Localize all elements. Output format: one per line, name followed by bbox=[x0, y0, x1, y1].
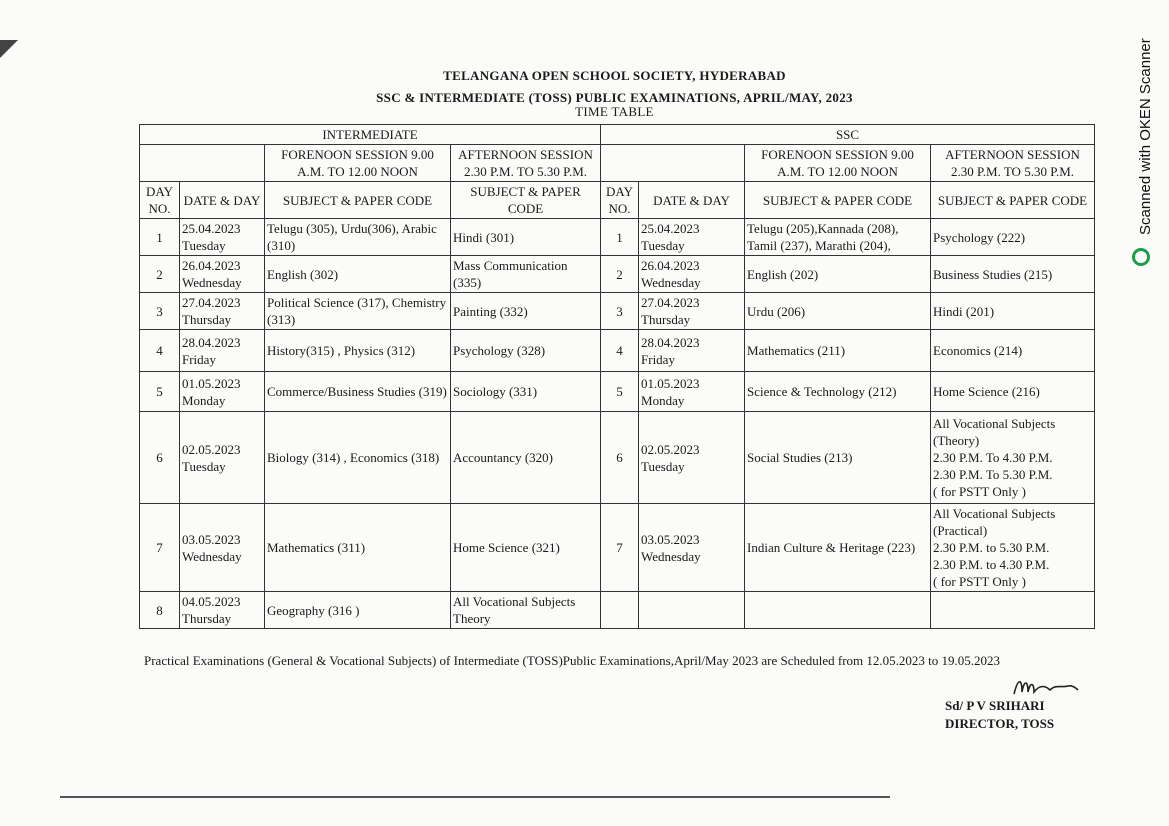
col-subject: SUBJECT & PAPER CODE bbox=[451, 182, 601, 219]
afternoon-subject-cell bbox=[451, 504, 601, 592]
exam-day: Wednesday bbox=[641, 275, 701, 290]
subject-text: Mass Communication (335) bbox=[453, 258, 568, 290]
subject-text: Painting (332) bbox=[453, 303, 528, 319]
subject-text: All Vocational Subjects Theory bbox=[453, 594, 576, 626]
col-subject: SUBJECT & PAPER CODE bbox=[931, 182, 1095, 219]
day-no: 3 bbox=[156, 303, 163, 319]
day-no: 7 bbox=[616, 540, 623, 555]
exam-day: Thursday bbox=[641, 312, 691, 327]
forenoon-subject-cell bbox=[745, 330, 931, 372]
subject-text: Sociology (331) bbox=[453, 384, 538, 399]
day-no: 1 bbox=[156, 229, 163, 245]
subject-text: Indian Culture & Heritage (223) bbox=[747, 540, 916, 555]
exam-date: 28.04.2023 bbox=[641, 334, 700, 350]
day-no-cell bbox=[601, 219, 639, 256]
forenoon-subject-cell bbox=[265, 504, 451, 592]
subject-text: Economics (214) bbox=[933, 343, 1023, 358]
date-day-cell bbox=[639, 219, 745, 256]
afternoon-subject-cell bbox=[451, 256, 601, 293]
ssc-section-title: SSC bbox=[601, 125, 1095, 145]
date-day-cell bbox=[180, 219, 265, 256]
subject-text: Telugu (205),Kannada (208), Tamil (237), Marathi (204), bbox=[747, 221, 899, 253]
date-day-cell bbox=[180, 504, 265, 592]
subject-text: Psychology (222) bbox=[933, 229, 1026, 245]
forenoon-subject-cell bbox=[265, 412, 451, 504]
exam-day: Tuesday bbox=[182, 458, 226, 474]
subject-text: Hindi (301) bbox=[453, 229, 515, 245]
empty-cell bbox=[601, 592, 639, 629]
ssc-forenoon-header: FORENOON SESSION 9.00 A.M. TO 12.00 NOON bbox=[745, 145, 931, 182]
inter-forenoon-header: FORENOON SESSION 9.00 A.M. TO 12.00 NOON bbox=[265, 145, 451, 182]
day-no: 1 bbox=[616, 229, 623, 245]
subject-line: All Vocational Subjects bbox=[933, 416, 1056, 431]
afternoon-subject-cell bbox=[451, 293, 601, 330]
inter-afternoon-header: AFTERNOON SESSION 2.30 P.M. TO 5.30 P.M. bbox=[451, 145, 601, 182]
practical-note: Practical Examinations (General & Vocational Subjects) of Intermediate (TOSS)Public Examinations,April/May 2023 are Scheduled from 12.05.2023 to 19.05.2023 bbox=[144, 653, 1001, 668]
subject-text: English (202) bbox=[747, 266, 819, 282]
day-no-cell bbox=[601, 256, 639, 293]
table-row bbox=[140, 412, 1095, 504]
subject-text: Hindi (201) bbox=[933, 303, 995, 319]
subject-text: History(315) , Physics (312) bbox=[267, 343, 416, 358]
exam-day: Tuesday bbox=[641, 458, 685, 474]
col-date-day: DATE & DAY bbox=[639, 182, 745, 219]
exam-day: Wednesday bbox=[641, 548, 701, 564]
scanner-watermark: Scanned with OKEN Scanner bbox=[1137, 38, 1154, 235]
day-no-cell bbox=[140, 412, 180, 504]
day-no: 5 bbox=[616, 384, 623, 399]
col-subject: SUBJECT & PAPER CODE bbox=[265, 182, 451, 219]
day-no: 4 bbox=[616, 343, 623, 358]
table-row bbox=[140, 504, 1095, 592]
table-row bbox=[140, 256, 1095, 293]
day-no: 8 bbox=[156, 602, 163, 618]
exam-date: 01.05.2023 bbox=[641, 375, 700, 391]
exam-date: 27.04.2023 bbox=[182, 295, 241, 310]
session-row bbox=[140, 145, 1095, 182]
subject-text: English (302) bbox=[267, 266, 339, 282]
afternoon-subject-cell bbox=[931, 412, 1095, 504]
day-no-cell bbox=[601, 412, 639, 504]
afternoon-subject-cell bbox=[931, 330, 1095, 372]
day-no-cell bbox=[140, 504, 180, 592]
forenoon-subject-cell bbox=[745, 219, 931, 256]
exam-day: Tuesday bbox=[182, 238, 226, 253]
forenoon-subject-cell bbox=[745, 256, 931, 293]
subject-text: Social Studies (213) bbox=[747, 450, 853, 465]
table-row bbox=[140, 219, 1095, 256]
schedule-body bbox=[140, 219, 1095, 629]
exam-day: Friday bbox=[641, 351, 675, 367]
subject-text: Science & Technology (212) bbox=[747, 384, 897, 399]
subject-line: ( for PSTT Only ) bbox=[933, 574, 1026, 589]
forenoon-subject-cell bbox=[265, 256, 451, 293]
subject-text: Accountancy (320) bbox=[453, 450, 553, 465]
date-day-cell bbox=[639, 293, 745, 330]
col-date-day: DATE & DAY bbox=[180, 182, 265, 219]
signatory-name: Sd/ P V SRIHARI bbox=[945, 698, 1045, 713]
date-day-cell bbox=[180, 592, 265, 629]
time-table bbox=[139, 124, 1095, 629]
subject-text: Mathematics (211) bbox=[747, 343, 846, 358]
afternoon-subject-cell bbox=[931, 293, 1095, 330]
exam-day: Thursday bbox=[182, 611, 232, 626]
exam-date: 26.04.2023 bbox=[641, 258, 700, 273]
day-no-cell bbox=[601, 330, 639, 372]
table-row bbox=[140, 293, 1095, 330]
blank-cell bbox=[140, 145, 265, 182]
day-no: 6 bbox=[156, 450, 163, 465]
ssc-afternoon-header: AFTERNOON SESSION 2.30 P.M. TO 5.30 P.M. bbox=[931, 145, 1095, 182]
subject-text: Home Science (216) bbox=[933, 384, 1040, 399]
afternoon-subject-cell bbox=[451, 412, 601, 504]
scan-line-artifact bbox=[60, 796, 890, 798]
table-row bbox=[140, 372, 1095, 412]
day-no-cell bbox=[140, 330, 180, 372]
subject-line: 2.30 P.M. To 4.30 P.M. bbox=[933, 450, 1053, 465]
date-day-cell bbox=[639, 412, 745, 504]
empty-cell bbox=[745, 592, 931, 629]
subject-text: Telugu (305), Urdu(306), Arabic (310) bbox=[267, 221, 437, 253]
afternoon-subject-cell bbox=[931, 256, 1095, 293]
exam-date: 03.05.2023 bbox=[182, 531, 241, 547]
exam-day: Friday bbox=[182, 351, 216, 367]
subject-text: Home Science (321) bbox=[453, 540, 560, 555]
subject-text: Biology (314) , Economics (318) bbox=[267, 450, 440, 465]
signatory-designation: DIRECTOR, TOSS bbox=[945, 716, 1055, 731]
scan-corner-artifact bbox=[0, 40, 18, 58]
afternoon-subject-cell bbox=[931, 219, 1095, 256]
subject-line: ( for PSTT Only ) bbox=[933, 484, 1026, 499]
day-no-cell bbox=[601, 372, 639, 412]
forenoon-subject-cell bbox=[745, 504, 931, 592]
exam-day: Thursday bbox=[182, 312, 232, 327]
exam-day: Tuesday bbox=[641, 238, 685, 253]
day-no: 6 bbox=[616, 450, 623, 465]
afternoon-subject-cell bbox=[451, 372, 601, 412]
afternoon-subject-cell bbox=[451, 592, 601, 629]
col-subject: SUBJECT & PAPER CODE bbox=[745, 182, 931, 219]
forenoon-subject-cell bbox=[265, 592, 451, 629]
subject-line: (Practical) bbox=[933, 523, 988, 538]
day-no-cell bbox=[601, 293, 639, 330]
day-no: 3 bbox=[616, 303, 623, 319]
afternoon-subject-cell bbox=[931, 504, 1095, 592]
forenoon-subject-cell bbox=[265, 219, 451, 256]
forenoon-subject-cell bbox=[745, 293, 931, 330]
intermediate-section-title: INTERMEDIATE bbox=[140, 125, 601, 145]
forenoon-subject-cell bbox=[265, 293, 451, 330]
exam-title: SSC & INTERMEDIATE (TOSS) PUBLIC EXAMINATIONS, APRIL/MAY, 2023 bbox=[376, 90, 853, 105]
afternoon-subject-cell bbox=[931, 372, 1095, 412]
exam-day: Monday bbox=[641, 392, 685, 408]
day-no-cell bbox=[140, 219, 180, 256]
subject-text: Political Science (317), Chemistry (313) bbox=[267, 295, 447, 327]
exam-day: Wednesday bbox=[182, 275, 242, 290]
day-no: 2 bbox=[156, 266, 163, 282]
subject-line: 2.30 P.M. To 5.30 P.M. bbox=[933, 467, 1053, 482]
col-day-no: DAY NO. bbox=[601, 182, 639, 219]
empty-cell bbox=[931, 592, 1095, 629]
subject-text: Commerce/Business Studies (319) bbox=[267, 384, 447, 399]
subject-text: Psychology (328) bbox=[453, 343, 546, 358]
day-no: 5 bbox=[156, 384, 163, 399]
subject-line: 2.30 P.M. to 5.30 P.M. bbox=[933, 540, 1050, 555]
section-title-row bbox=[140, 125, 1095, 145]
forenoon-subject-cell bbox=[265, 330, 451, 372]
date-day-cell bbox=[180, 372, 265, 412]
column-header-row bbox=[140, 182, 1095, 219]
day-no: 7 bbox=[156, 540, 163, 555]
table-row bbox=[140, 330, 1095, 372]
empty-cell bbox=[639, 592, 745, 629]
subject-text: Business Studies (215) bbox=[933, 266, 1053, 282]
exam-day: Monday bbox=[182, 392, 226, 408]
day-no: 4 bbox=[156, 343, 163, 358]
org-title: TELANGANA OPEN SCHOOL SOCIETY, HYDERABAD bbox=[443, 68, 786, 83]
exam-date: 25.04.2023 bbox=[182, 221, 241, 236]
exam-date: 04.05.2023 bbox=[182, 594, 241, 609]
day-no-cell bbox=[140, 256, 180, 293]
date-day-cell bbox=[180, 293, 265, 330]
forenoon-subject-cell bbox=[745, 372, 931, 412]
day-no-cell bbox=[140, 372, 180, 412]
exam-day: Wednesday bbox=[182, 548, 242, 564]
forenoon-subject-cell bbox=[745, 412, 931, 504]
doc-title: TIME TABLE bbox=[575, 104, 654, 119]
col-day-no: DAY NO. bbox=[140, 182, 180, 219]
date-day-cell bbox=[180, 330, 265, 372]
date-day-cell bbox=[639, 504, 745, 592]
subject-text: Geography (316 ) bbox=[267, 602, 360, 618]
day-no-cell bbox=[140, 293, 180, 330]
blank-cell bbox=[601, 145, 745, 182]
afternoon-subject-cell bbox=[451, 219, 601, 256]
subject-line: All Vocational Subjects bbox=[933, 506, 1056, 521]
exam-date: 25.04.2023 bbox=[641, 221, 700, 236]
day-no-cell bbox=[140, 592, 180, 629]
date-day-cell bbox=[639, 330, 745, 372]
subject-line: 2.30 P.M. to 4.30 P.M. bbox=[933, 557, 1050, 572]
day-no: 2 bbox=[616, 266, 623, 282]
exam-date: 03.05.2023 bbox=[641, 531, 700, 547]
exam-date: 02.05.2023 bbox=[641, 441, 700, 457]
afternoon-subject-cell bbox=[451, 330, 601, 372]
table-row bbox=[140, 592, 1095, 629]
date-day-cell bbox=[180, 412, 265, 504]
date-day-cell bbox=[639, 372, 745, 412]
exam-date: 01.05.2023 bbox=[182, 375, 241, 391]
subject-line: (Theory) bbox=[933, 433, 980, 448]
subject-text: Mathematics (311) bbox=[267, 540, 366, 555]
day-no-cell bbox=[601, 504, 639, 592]
oken-logo-icon bbox=[1132, 248, 1150, 266]
exam-date: 27.04.2023 bbox=[641, 295, 700, 310]
exam-date: 28.04.2023 bbox=[182, 334, 241, 350]
date-day-cell bbox=[180, 256, 265, 293]
exam-date: 02.05.2023 bbox=[182, 441, 241, 457]
exam-date: 26.04.2023 bbox=[182, 258, 241, 273]
signature-block bbox=[945, 697, 1054, 733]
subject-text: Urdu (206) bbox=[747, 303, 806, 319]
date-day-cell bbox=[639, 256, 745, 293]
forenoon-subject-cell bbox=[265, 372, 451, 412]
